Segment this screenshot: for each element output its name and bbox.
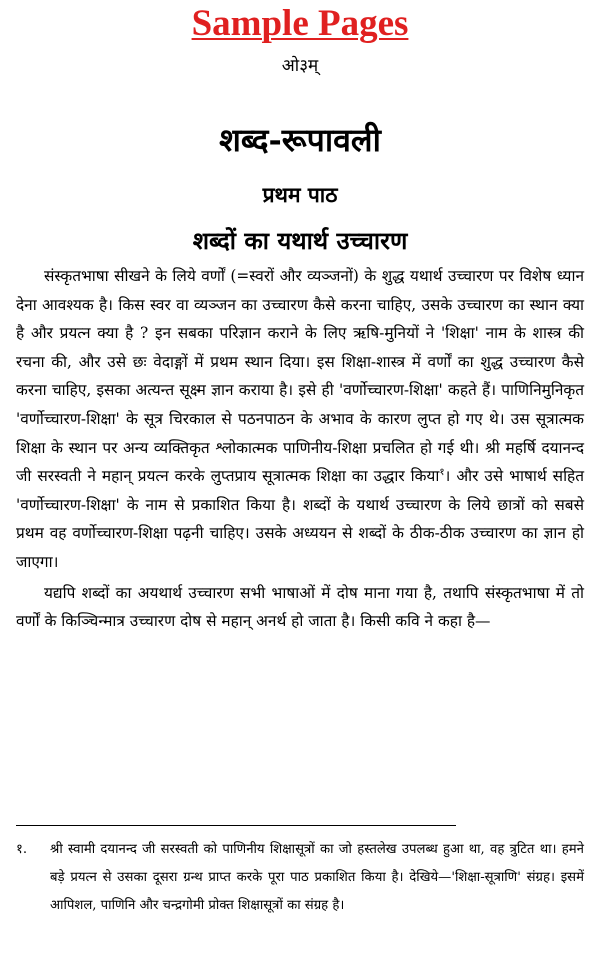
chapter-title: शब्द-रूपावली: [219, 121, 381, 159]
paragraph-1-text: संस्कृतभाषा सीखने के लिये वर्णों (=स्वरों और व्यञ्जनों) के शुद्ध यथार्थ उच्चारण पर विशेष ध्यान देना आवश्यक है। किस स्वर वा व्यञ्जन का उच्चारण कैसे करना चाहिए, उसके उच्चारण का स्थान क्या है और प्रयत्न क्या है ? इन सबका परिज्ञान कराने के लिए ऋषि-मुनियों ने 'शिक्षा' नाम के शास्त्र की रचना की, और उसे छः वेदाङ्गों में प्रथम स्थान दिया। इस शिक्षा-शास्त्र में वर्णों का शुद्ध उच्चारण कैसे करना चाहिए, इसका अत्यन्त सूक्ष्म ज्ञान कराया है। इसे ही 'वर्णोच्चारण-शिक्षा' कहते हैं। पाणिनिमुनिकृत 'वर्णोच्चारण-शिक्षा' के सूत्र चिरकाल से पठनपाठन के अभाव के कारण लुप्त हो गए थे। उस सूत्रात्मक शिक्षा के स्थान पर अन्य व्यक्तिकृत श्लोकात्मक पाणिनीय-शिक्षा प्रचलित हो गई थी। श्री महर्षि दयानन्द जी सरस्वती ने महान् प्रयत्न करके लुप्तप्राय सूत्रात्मक शिक्षा का उद्धार किया: [16, 267, 584, 486]
banner-text: Sample Pages: [191, 3, 409, 44]
footnote-text: श्री स्वामी दयानन्द जी सरस्वती को पाणिनीय शिक्षासूत्रों का जो हस्तलेख उपलब्ध हुआ था, वह त्रुटित था। हमने बड़े प्रयत्न से उसका दूसरा ग्रन्थ प्राप्त करके पूरा पाठ प्रकाशित किया है। देखिये—'शिक्षा-सूत्राणि' संग्रह। इसमें आपिशल, पाणिनि और चन्द्रगोमी प्रोक्त शिक्षासूत्रों का संग्रह है।: [50, 842, 584, 913]
footnote-number: १.: [16, 842, 28, 857]
sample-pages-banner: [0, 2, 600, 46]
paragraph-1-continued: । और उसे भाषार्थ सहित 'वर्णोच्चारण-शिक्षा' के नाम से प्रकाशित किया है। शब्दों के यथार्थ उच्चारण के लिये छात्रों को सबसे प्रथम वह वर्णोच्चारण-शिक्षा पढ़नी चाहिए। उसके अध्ययन से शब्दों के ठीक-ठीक उच्चारण का ज्ञान हो जाएगा।: [16, 467, 584, 571]
paragraph-2: यद्यपि शब्दों का अयथार्थ उच्चारण सभी भाषाओं में दोष माना गया है, तथापि संस्कृतभाषा में तो वर्णों के किञ्चिन्मात्र उच्चारण दोष से महान् अनर्थ हो जाता है। किसी कवि ने कहा है—: [16, 583, 584, 631]
footnote-divider: [16, 825, 456, 826]
lesson-title: प्रथम पाठ: [262, 182, 338, 207]
section-heading: शब्दों का यथार्थ उच्चारण: [192, 226, 408, 255]
footnote-marker: १: [439, 467, 445, 479]
footnote: [16, 836, 584, 920]
om-invocation: ओ३म्: [281, 56, 319, 76]
paragraph-1: [16, 262, 584, 577]
body-text: [16, 262, 584, 636]
